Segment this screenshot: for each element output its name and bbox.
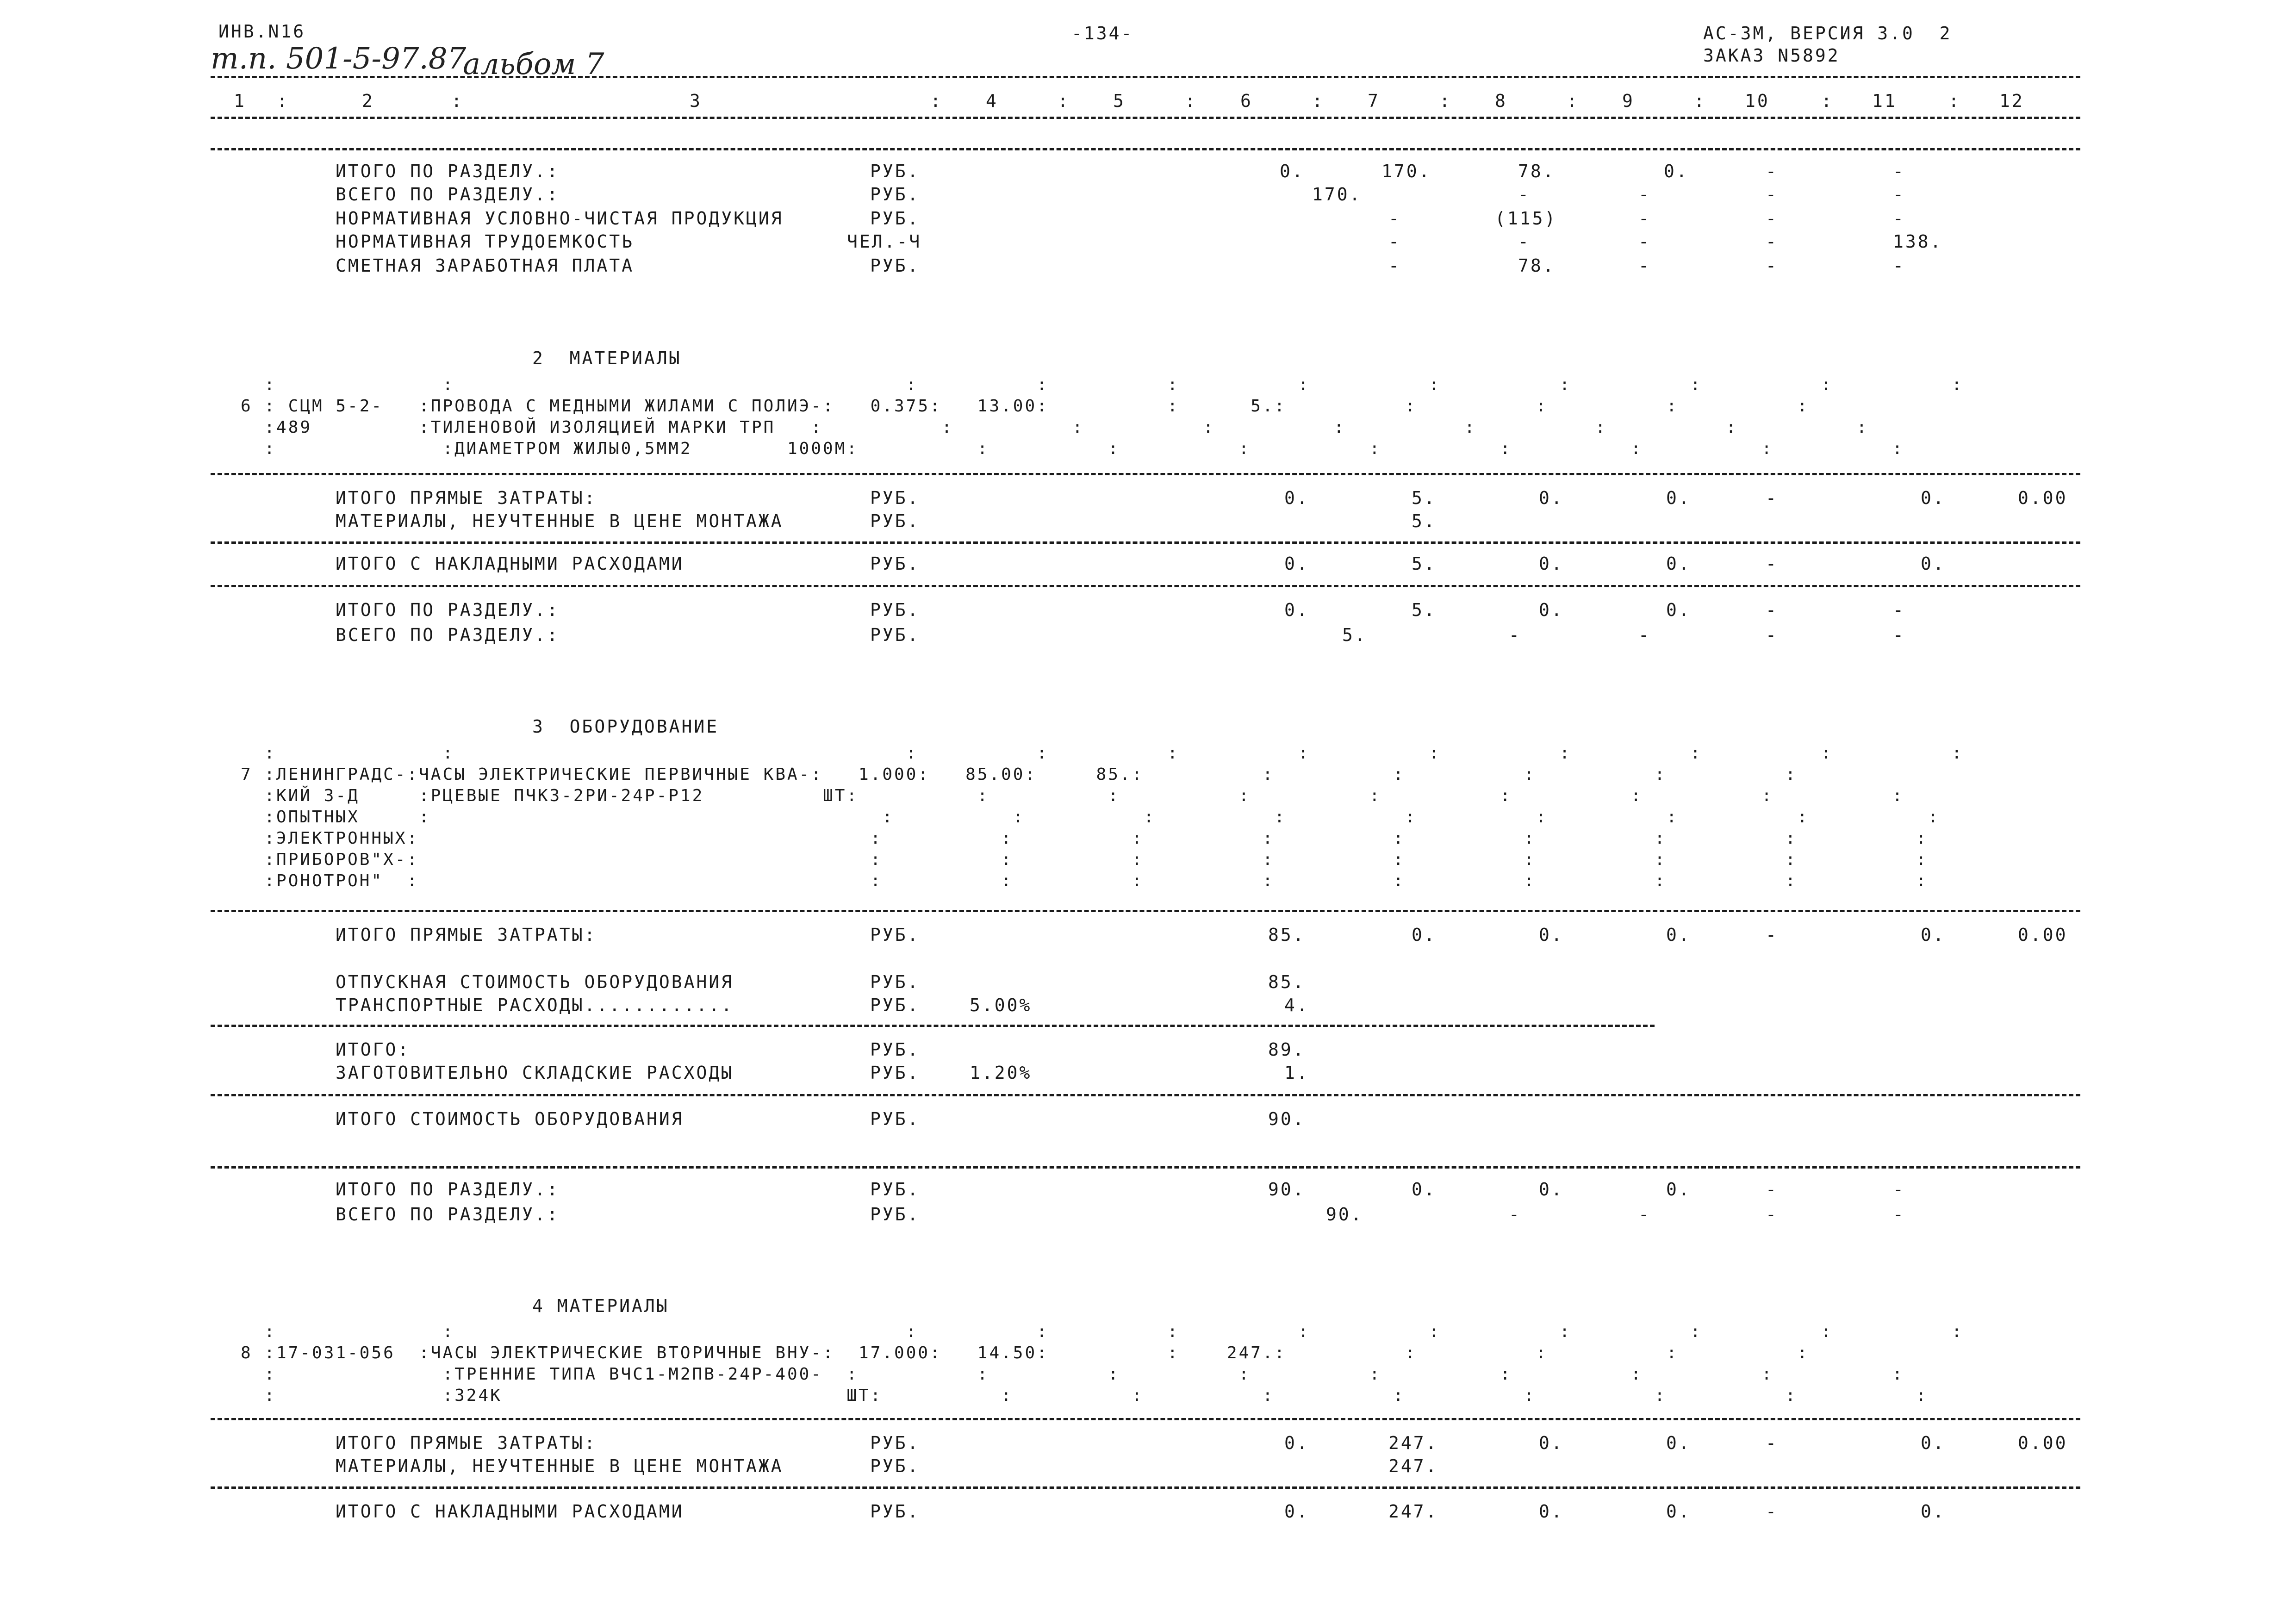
column-number-6: 6 [1240, 91, 1253, 111]
item-6-line: 6 : СЦМ 5-2- :ПРОВОДА С МЕДНЫМИ ЖИЛАМИ С ПОЛИЭ-: 0.375: 13.00: : 5.: : : : : [241, 397, 1809, 416]
item-8-line: 8 :17-031-056 :ЧАСЫ ЭЛЕКТРИЧЕСКИЕ ВТОРИЧНЫЕ ВНУ-: 17.000: 14.50: : 247.: : : : : [241, 1343, 1809, 1362]
cell-c9: 0. [1666, 600, 1691, 620]
cell-c6: 85. [1268, 925, 1306, 945]
cell-c6: 0. [1280, 161, 1305, 181]
column-number-8: 8 [1495, 91, 1507, 111]
row-label: ОТПУСКНАЯ СТОИМОСТЬ ОБОРУДОВАНИЯ [336, 972, 734, 992]
column-separator: : [930, 91, 943, 111]
section-rule [211, 1486, 2080, 1489]
cell-c10: - [1766, 208, 1778, 229]
row-label: ИТОГО ПРЯМЫЕ ЗАТРАТЫ: [336, 925, 597, 945]
row-unit: РУБ. [870, 1204, 920, 1225]
cell-c9: 0. [1664, 161, 1689, 181]
row-unit: РУБ. [870, 1179, 920, 1200]
cell-c9: - [1638, 625, 1651, 645]
column-separator: : [1058, 91, 1070, 111]
row-label: ТРАНСПОРТНЫЕ РАСХОДЫ............ [336, 995, 734, 1015]
cell-c6: 0. [1284, 1501, 1309, 1522]
cell-c11: 0. [1921, 925, 1946, 945]
row-label: НОРМАТИВНАЯ УСЛОВНО-ЧИСТАЯ ПРОДУКЦИЯ [336, 208, 784, 229]
column-separator: : [451, 91, 464, 111]
item-8-line: : :324К ШТ: : : : : : : : : [241, 1386, 1928, 1405]
cell-c6-7: 170. [1312, 184, 1362, 205]
section-rule [211, 1025, 1655, 1027]
cell-c8: 0. [1539, 1179, 1564, 1200]
header-rule-top [211, 76, 2080, 78]
cell-c9: - [1638, 255, 1651, 276]
cell-c12: 0.00 [2018, 488, 2068, 508]
column-number-5: 5 [1113, 91, 1126, 111]
cell-c8: 0. [1539, 1501, 1564, 1522]
cell-c6: 89. [1268, 1039, 1306, 1060]
item-6-line: :489 :ТИЛЕНОВОЙ ИЗОЛЯЦИЕЙ МАРКИ ТРП : : : : : : : : : [241, 418, 1869, 437]
cell-c8: 0. [1539, 1433, 1564, 1453]
cell-c10: - [1766, 488, 1778, 508]
cell-c7: 170. [1381, 161, 1431, 181]
row-label: ВСЕГО ПО РАЗДЕЛУ.: [336, 625, 560, 645]
row-unit: РУБ. [870, 600, 920, 620]
cell-c11: 0. [1921, 553, 1946, 574]
cell-c11: 138. [1893, 231, 1943, 252]
item-8-line: : :ТРЕННИЕ ТИПА ВЧС1-М2ПВ-24Р-400- : : : : : : : : : [241, 1365, 1904, 1384]
cell-c6-7: 90. [1326, 1204, 1363, 1225]
cell-c10: - [1766, 625, 1778, 645]
cell-c11: 0. [1921, 1501, 1946, 1522]
cell-c11: - [1893, 161, 1905, 181]
cell-c7: 5. [1412, 488, 1437, 508]
cell-c10: - [1766, 1501, 1778, 1522]
section-rule [211, 148, 2080, 150]
column-separator: : [277, 91, 289, 111]
cell-c12: 0.00 [2018, 1433, 2068, 1453]
column-number-10: 10 [1745, 91, 1770, 111]
section-rule [211, 541, 2080, 544]
row-unit: РУБ. [870, 1039, 920, 1060]
row-label: МАТЕРИАЛЫ, НЕУЧТЕННЫЕ В ЦЕНЕ МОНТАЖА [336, 1456, 784, 1476]
cell-c9: 0. [1666, 1433, 1691, 1453]
item-7-line: 7 :ЛЕНИНГРАДС-:ЧАСЫ ЭЛЕКТРИЧЕСКИЕ ПЕРВИЧНЫЕ КВА-: 1.000: 85.00: 85.: : : : : : [241, 765, 1798, 784]
column-separator: : [1694, 91, 1706, 111]
row-label: ИТОГО С НАКЛАДНЫМИ РАСХОДАМИ [336, 1501, 684, 1522]
item-7-line: :ПРИБОРОВ"Х-: : : : : : : : : : [241, 850, 1928, 869]
column-separator: : [1948, 91, 1961, 111]
handwritten-project-reference: т.п. 501-5-97.87 [211, 42, 467, 76]
cell-c7: 5. [1412, 600, 1437, 620]
column-number-2: 2 [362, 91, 374, 111]
section-title: 3 ОБОРУДОВАНИЕ [532, 716, 719, 737]
cell-c10: - [1766, 1204, 1778, 1225]
cell-c6: 90. [1268, 1179, 1306, 1200]
cell-c11: - [1893, 208, 1905, 229]
cell-c8: - [1509, 625, 1521, 645]
row-label: ВСЕГО ПО РАЗДЕЛУ.: [336, 184, 560, 205]
row-label: ИТОГО ПРЯМЫЕ ЗАТРАТЫ: [336, 488, 597, 508]
column-number-11: 11 [1872, 91, 1897, 111]
row-unit: РУБ. [870, 1501, 920, 1522]
handwritten-album-reference: альбом 7 [463, 47, 604, 81]
cell-c9: 0. [1666, 925, 1691, 945]
section-rule [211, 910, 2080, 912]
cell-c8: 0. [1539, 488, 1564, 508]
row-label: ЗАГОТОВИТЕЛЬНО СКЛАДСКИЕ РАСХОДЫ [336, 1063, 734, 1083]
cell-c9: - [1638, 231, 1651, 252]
cell-c11: - [1893, 600, 1905, 620]
cell-c10: - [1766, 255, 1778, 276]
row-label: НОРМАТИВНАЯ ТРУДОЕМКОСТЬ [336, 231, 635, 252]
item-7-line: :КИЙ З-Д :РЦЕВЫЕ ПЧКЗ-2РИ-24Р-Р12 ШТ: : : : : : : : : [241, 786, 1904, 805]
cell-percent: 5.00% [970, 995, 1032, 1015]
cell-c7: 5. [1412, 553, 1437, 574]
cell-c10: - [1766, 184, 1778, 205]
cell-c10: - [1766, 925, 1778, 945]
cell-percent: 1.20% [970, 1063, 1032, 1083]
column-number-7: 7 [1368, 91, 1380, 111]
row-label: ИТОГО ПО РАЗДЕЛУ.: [336, 600, 560, 620]
cell-c10: - [1766, 600, 1778, 620]
cell-c10: - [1766, 553, 1778, 574]
section-title: 2 МАТЕРИАЛЫ [532, 348, 682, 368]
column-separator: : [1821, 91, 1834, 111]
row-label: МАТЕРИАЛЫ, НЕУЧТЕННЫЕ В ЦЕНЕ МОНТАЖА [336, 511, 784, 531]
item-8-line: : : : : : : : : : : : [241, 1322, 1964, 1341]
cell-c8: (115) [1495, 208, 1557, 229]
column-number-1: 1 [234, 91, 246, 111]
item-7-line: :РОНОТРОН" : : : : : : : : : : [241, 871, 1928, 890]
cell-c12: 0.00 [2018, 925, 2068, 945]
cell-c7: 5. [1412, 511, 1437, 531]
cell-c8: 0. [1539, 553, 1564, 574]
section-rule [211, 473, 2080, 475]
row-label: ИТОГО: [336, 1039, 411, 1060]
cell-c7: - [1388, 231, 1401, 252]
cell-c8: 0. [1539, 600, 1564, 620]
row-unit: РУБ. [870, 511, 920, 531]
row-unit: РУБ. [870, 208, 920, 229]
row-unit: РУБ. [870, 161, 920, 181]
row-label: ИТОГО ПРЯМЫЕ ЗАТРАТЫ: [336, 1433, 597, 1453]
item-7-line: :ЭЛЕКТРОННЫХ: : : : : : : : : : [241, 829, 1928, 848]
row-label: ИТОГО ПО РАЗДЕЛУ.: [336, 1179, 560, 1200]
cell-c6: 0. [1284, 1433, 1309, 1453]
item-7-line: :ОПЫТНЫХ : : : : : : : : : : [241, 808, 1940, 827]
row-label: ИТОГО С НАКЛАДНЫМИ РАСХОДАМИ [336, 553, 684, 574]
item-6-line: : : : : : : : : : : : [241, 375, 1964, 394]
cell-c6: 1. [1284, 1063, 1309, 1083]
cell-c9: 0. [1666, 488, 1691, 508]
column-separator: : [1567, 91, 1579, 111]
order-number: ЗАКАЗ N5892 [1703, 45, 1840, 66]
column-separator: : [1312, 91, 1325, 111]
row-label: СМЕТНАЯ ЗАРАБОТНАЯ ПЛАТА [336, 255, 635, 276]
row-unit: РУБ. [870, 488, 920, 508]
cell-c11: 0. [1921, 1433, 1946, 1453]
cell-c10: - [1766, 161, 1778, 181]
page-number: -134- [1071, 23, 1134, 44]
cell-c6: 0. [1284, 553, 1309, 574]
cell-c11: - [1893, 625, 1905, 645]
row-unit: РУБ. [870, 972, 920, 992]
row-unit: РУБ. [870, 255, 920, 276]
cell-c11: - [1893, 184, 1905, 205]
row-label: ИТОГО ПО РАЗДЕЛУ.: [336, 161, 560, 181]
row-unit: ЧЕЛ.-Ч [847, 231, 922, 252]
cell-c6: 0. [1284, 600, 1309, 620]
row-label: ВСЕГО ПО РАЗДЕЛУ.: [336, 1204, 560, 1225]
column-number-4: 4 [986, 91, 998, 111]
cell-c8: - [1509, 1204, 1521, 1225]
cell-c10: - [1766, 231, 1778, 252]
cell-c9: 0. [1666, 553, 1691, 574]
cell-c11: 0. [1921, 488, 1946, 508]
row-unit: РУБ. [870, 625, 920, 645]
section-title: 4 МАТЕРИАЛЫ [532, 1296, 669, 1316]
cell-c7: - [1388, 208, 1401, 229]
column-number-3: 3 [690, 91, 702, 111]
cell-c9: - [1638, 184, 1651, 205]
row-unit: РУБ. [870, 184, 920, 205]
cell-c8: - [1518, 231, 1531, 252]
cell-c11: - [1893, 255, 1905, 276]
program-version: АС-3М, ВЕРСИЯ 3.0 2 [1703, 23, 1952, 44]
cell-c9: 0. [1666, 1501, 1691, 1522]
section-rule [211, 1166, 2080, 1169]
cell-c7: 0. [1412, 925, 1437, 945]
cell-c6: 85. [1268, 972, 1306, 992]
row-unit: РУБ. [870, 995, 920, 1015]
inventory-number: ИНВ.Ν16 [218, 21, 306, 42]
column-separator: : [1185, 91, 1197, 111]
cell-c8: - [1518, 184, 1531, 205]
column-separator: : [1439, 91, 1452, 111]
section-rule [211, 1094, 2080, 1096]
item-6-line: : :ДИАМЕТРОМ ЖИЛЫ0,5ММ2 1000М: : : : : : : : : [241, 439, 1904, 458]
row-unit: РУБ. [870, 1456, 920, 1476]
cell-c7: 0. [1412, 1179, 1437, 1200]
column-number-9: 9 [1622, 91, 1635, 111]
cell-c11: - [1893, 1204, 1905, 1225]
cell-c6: 0. [1284, 488, 1309, 508]
item-7-line: : : : : : : : : : : : [241, 744, 1964, 763]
row-unit: РУБ. [870, 925, 920, 945]
cell-c6: 90. [1268, 1109, 1306, 1129]
row-label: ИТОГО СТОИМОСТЬ ОБОРУДОВАНИЯ [336, 1109, 684, 1129]
row-unit: РУБ. [870, 1063, 920, 1083]
row-unit: РУБ. [870, 1109, 920, 1129]
cell-c8: 78. [1518, 161, 1556, 181]
cell-c6-7: 5. [1342, 625, 1367, 645]
section-rule [211, 1418, 2080, 1420]
cell-c7: 247. [1388, 1456, 1438, 1476]
cell-c6: 4. [1284, 995, 1309, 1015]
cell-c7: 247. [1388, 1501, 1438, 1522]
cell-c8: 0. [1539, 925, 1564, 945]
cell-c11: - [1893, 1179, 1905, 1200]
cell-c10: - [1766, 1433, 1778, 1453]
cell-c7: 247. [1388, 1433, 1438, 1453]
row-unit: РУБ. [870, 553, 920, 574]
cell-c9: - [1638, 208, 1651, 229]
cell-c8: 78. [1518, 255, 1556, 276]
column-number-12: 12 [1999, 91, 2024, 111]
cell-c9: - [1638, 1204, 1651, 1225]
cell-c7: - [1388, 255, 1401, 276]
row-unit: РУБ. [870, 1433, 920, 1453]
cell-c9: 0. [1666, 1179, 1691, 1200]
section-rule [211, 585, 2080, 587]
cell-c10: - [1766, 1179, 1778, 1200]
header-rule-bottom [211, 117, 2080, 119]
